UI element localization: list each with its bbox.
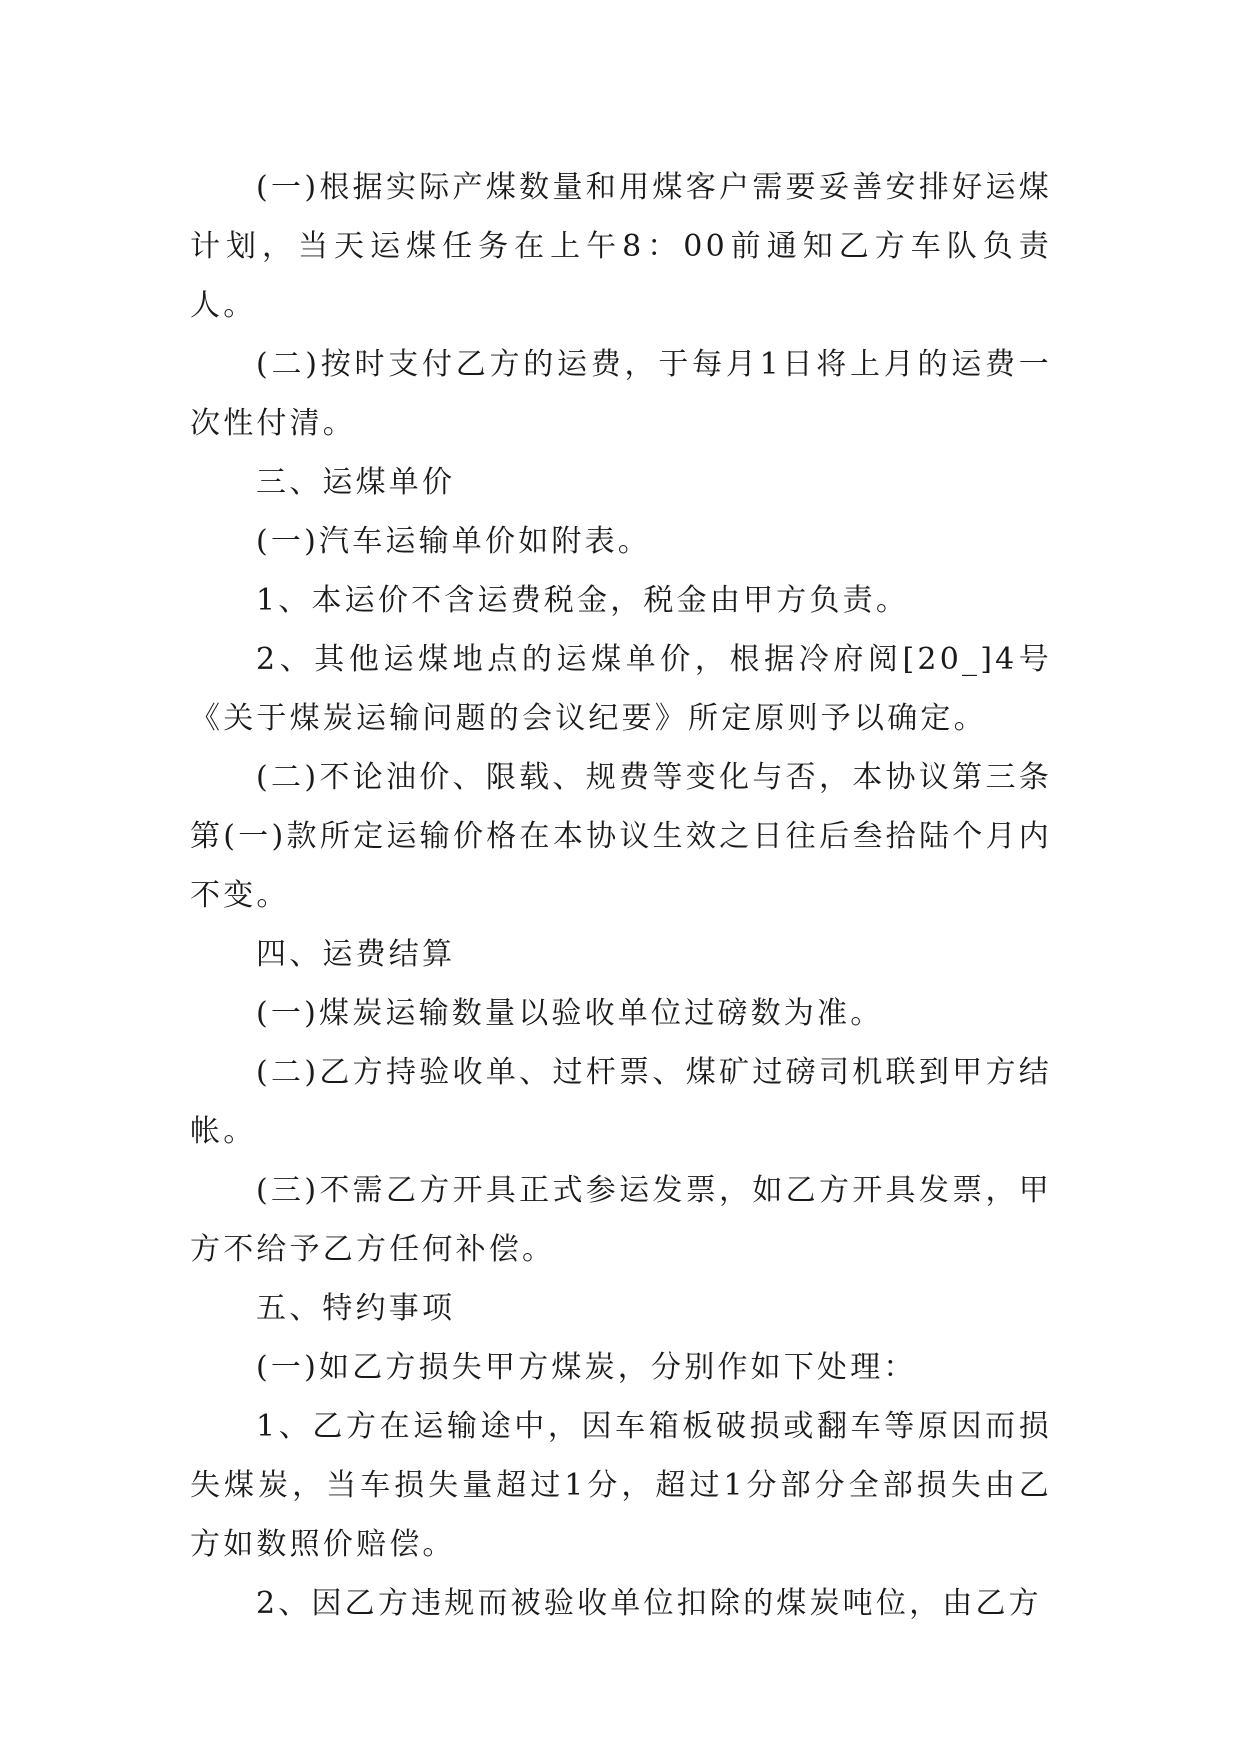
- paragraph-transport-loss: 1、乙方在运输途中，因车箱板破损或翻车等原因而损失煤炭，当车损失量超过1分，超过1分部分全部损失由乙方如数照价赔偿。: [190, 1409, 1052, 1562]
- section-heading-unit-price: 三、运煤单价: [256, 465, 456, 500]
- paragraph-other-locations-price: 2、其他运煤地点的运煤单价，根据冷府阅[20_]4号《关于煤炭运输问题的会议纪要》所定原则予以确定。: [190, 642, 1052, 736]
- document-body: [190, 158, 1052, 1633]
- paragraph-weighing-basis: (一)煤炭运输数量以验收单位过磅数为准。: [256, 996, 884, 1031]
- paragraph-truck-unit-price: (一)汽车运输单价如附表。: [256, 524, 652, 559]
- paragraph-violation-deduction: 2、因乙方违规而被验收单位扣除的煤炭吨位，由乙方: [256, 1586, 1042, 1621]
- paragraph-settlement-documents: (二)乙方持验收单、过杆票、煤矿过磅司机联到甲方结帐。: [190, 1055, 1052, 1149]
- paragraph-price-unchanged: (二)不论油价、限载、规费等变化与否，本协议第三条第(一)款所定运输价格在本协议生效之日往后叁拾陆个月内不变。: [190, 760, 1052, 913]
- paragraph-coal-loss-handling: (一)如乙方损失甲方煤炭，分别作如下处理：: [256, 1350, 917, 1385]
- paragraph-payment-schedule: (二)按时支付乙方的运费，于每月1日将上月的运费一次性付清。: [190, 347, 1052, 441]
- section-heading-settlement: 四、运费结算: [256, 937, 456, 972]
- section-heading-special-terms: 五、特约事项: [256, 1291, 456, 1326]
- paragraph-unloading-plan: (一)根据实际产煤数量和用煤客户需要妥善安排好运煤计划，当天运煤任务在上午8：00前通知乙方车队负责人。: [190, 170, 1052, 323]
- paragraph-invoice-note: (三)不需乙方开具正式参运发票，如乙方开具发票，甲方不给予乙方任何补偿。: [190, 1173, 1052, 1267]
- paragraph-tax-note: 1、本运价不含运费税金，税金由甲方负责。: [256, 583, 910, 618]
